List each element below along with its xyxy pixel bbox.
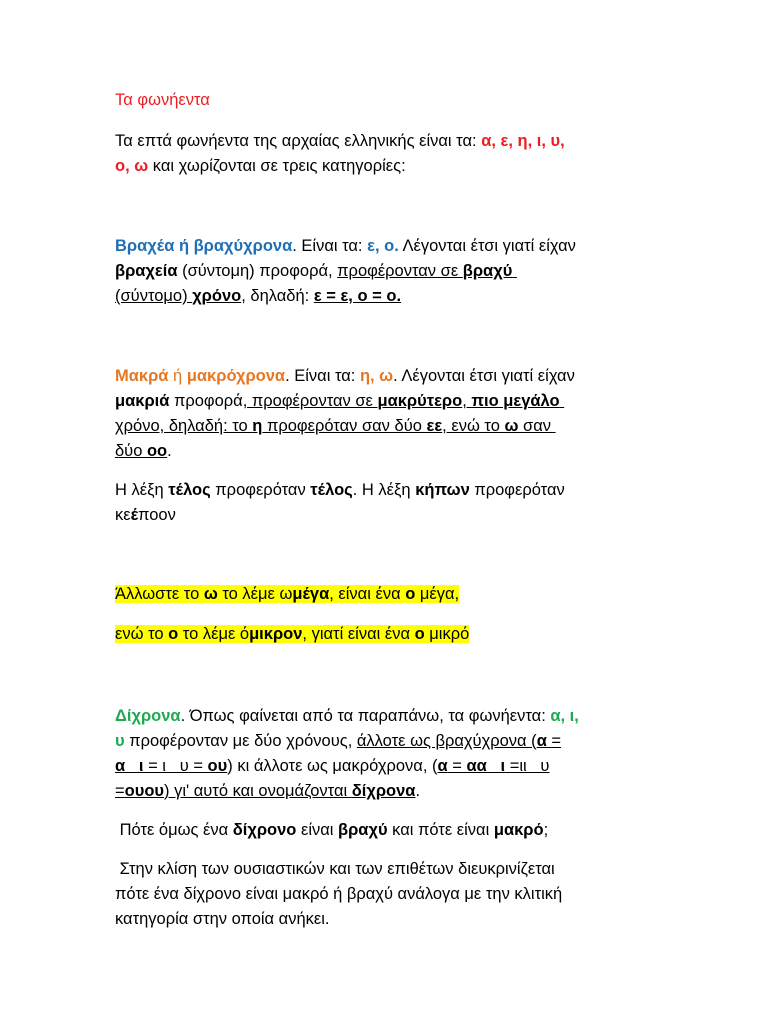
short-vowels-heading: Βραχέα ή βραχύχρονα [115, 237, 293, 255]
omega-highlight-line: Άλλωστε το ω το λέμε ωμέγα, είναι ένα ο μέγα, [115, 585, 460, 603]
long-vowels-heading: Μακρά [115, 367, 169, 385]
question-line: Πότε όμως ένα δίχρονο είναι βραχύ και πότε είναι μακρό; [115, 821, 549, 839]
page-title: Τα φωνήεντα [115, 91, 210, 109]
document-page: Τα φωνήεντα Τα επτά φωνήεντα της αρχαίας ελληνικής είναι τα: α, ε, η, ι, υ, ο, ω και χωρίζονται σε τρεις κατηγορίες: Βραχέα ή βραχύχρονα. Είναι τα: ε, ο. Λέγονται έτσι γιατί είχαν βραχεία (σύντομη) προφορά, προφέρονταν σε βραχύ (σύντομο) χρόνο, δηλαδή: ε = ε, ο = ο. Μακρά ή μακρόχρονα. Είναι τα: η, ω. Λέγονται έτσι γιατί είχαν μακριά προφορά, προφέρονταν σε μακρύτερο, πιο μεγάλο χρόνο, δηλαδή: το η προφερόταν σαν δύο εε, ενώ το ω σαν δύο οο. Η λέξη τέλος προφερόταν τέλος. Η λέξη κήπων προφερόταν κεέποον Άλλωστε το ω το λέμε ωμέγα, είναι ένα ο μέγα, ενώ το ο το λέμε όμικρον, γιατί είναι ένα ο μικρό Δίχρονα. Όπως φαίνεται από τα παραπάνω, τα φωνήεντα: α, ι, υ προφέρονταν με δύο χρόνους, άλλοτε ως βραχύχρονα (α = α ι = ι υ = ου) κι άλλοτε ως μακρόχρονα, (α = αα ι =ιι υ =ουου) γι' αυτό και ονομάζονται δίχρονα. Πότε όμως ένα δίχρονο είναι βραχύ και πότε είναι μακρό; Στην κλίση των ουσιαστικών και των επιθέτων διευκρινίζεται πότε ένα δίχρονο είναι μακρό ή βραχύ ανάλογα με την κλιτική κατηγορία στην οποία ανήκει. [0, 0, 768, 1024]
omicron-highlight-line: ενώ το ο το λέμε όμικρον, γιατί είναι ένα ο μικρό [115, 625, 470, 643]
dichrona-heading: Δίχρονα [115, 707, 181, 725]
